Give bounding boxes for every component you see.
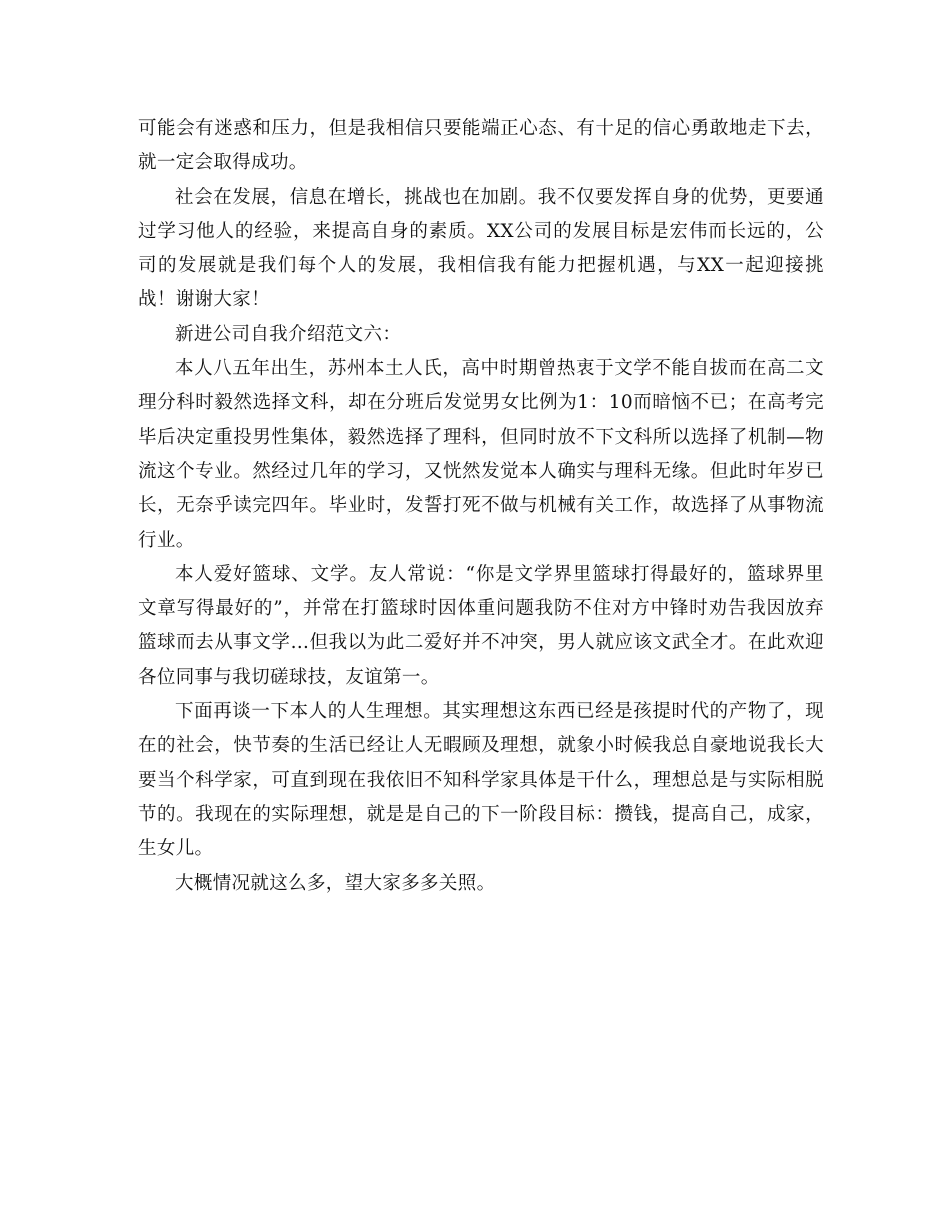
paragraph-hobbies: 本人爱好篮球、文学。友人常说：“你是文学界里篮球打得最好的，篮球界里文章写得最好的”，并常在打篮球时因体重问题我防不住对方中锋时劝告我因放弃篮球而去从事文学…但我以为此二爱好并不冲突，男人就应该文武全才。在此欢迎各位同事与我切磋球技，友谊第一。 xyxy=(138,563,824,688)
paragraph-personal-background: 本人八五年出生，苏州本土人氏，高中时期曾热衷于文学不能自拔而在高二文理分科时毅然选择文科，却在分班后发觉男女比例为1：10而暗恼不已；在高考完毕后决定重投男性集体，毅然选择了理科，但同时放不下文科所以选择了机制—物流这个专业。然经过几年的学习，又恍然发觉本人确实与理科无缘。但此时年岁已长，无奈乎读完四年。毕业时，发誓打死不做与机械有关工作，故选择了从事物流行业。 xyxy=(138,358,824,551)
paragraph-closing: 大概情况就这么多，望大家多多关照。 xyxy=(175,872,496,894)
paragraph-continuation: 可能会有迷惑和压力，但是我相信只要能端正心态、有十足的信心勇敢地走下去，就一定会取得成功。 xyxy=(138,118,824,174)
paragraph-society-development: 社会在发展，信息在增长，挑战也在加剧。我不仅要发挥自身的优势，更要通过学习他人的经验，来提高自身的素质。XX公司的发展目标是宏伟而长远的，公司的发展就是我们每个人的发展，我相信我有能力把握机遇，与XX一起迎接挑战！谢谢大家！ xyxy=(138,186,824,311)
document-body xyxy=(138,112,824,901)
section-heading-sample-six: 新进公司自我介绍范文六： xyxy=(175,323,402,345)
paragraph-life-ideals: 下面再谈一下本人的人生理想。其实理想这东西已经是孩提时代的产物了，现在的社会，快节奏的生活已经让人无暇顾及理想，就象小时候我总自豪地说我长大要当个科学家，可直到现在我依旧不知科学家具体是干什么，理想总是与实际相脱节的。我现在的实际理想，就是是自己的下一阶段目标：攒钱，提高自己，成家，生女儿。 xyxy=(138,701,824,860)
